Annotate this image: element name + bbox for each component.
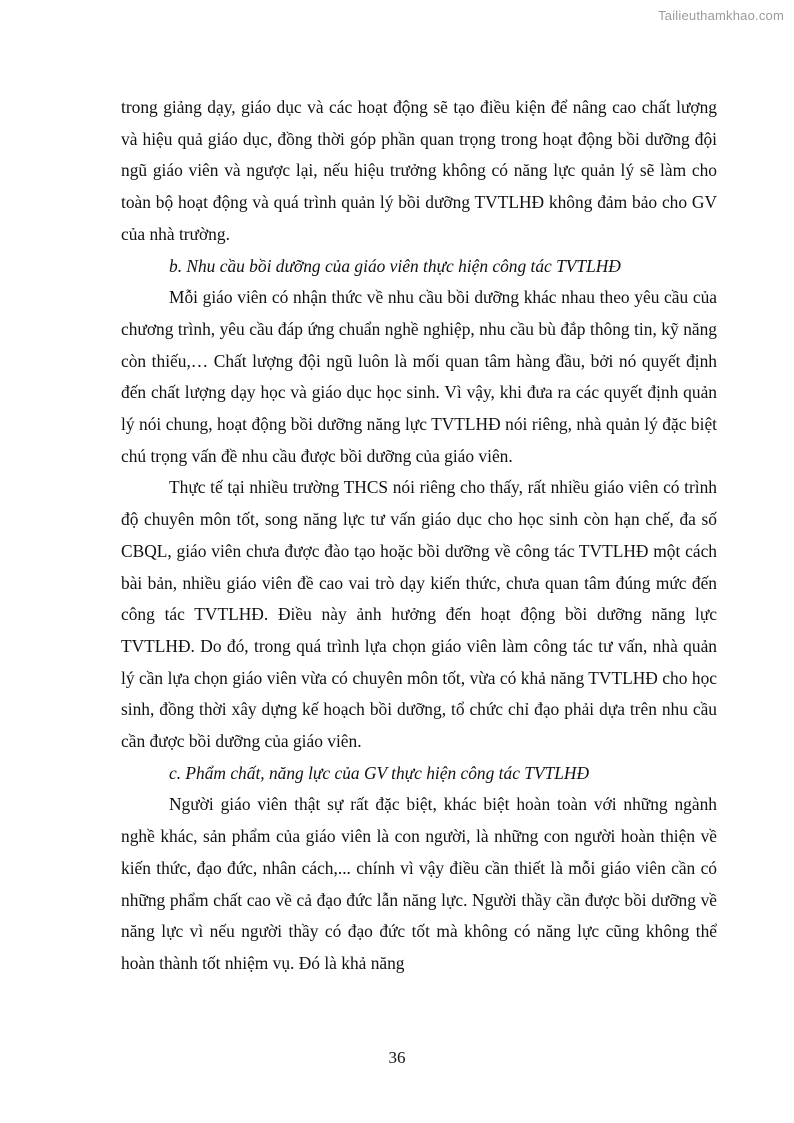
document-body xyxy=(121,92,717,980)
paragraph-teacher-qualities: Người giáo viên thật sự rất đặc biệt, khác biệt hoàn toàn với những ngành nghề khác, sản phẩm của giáo viên là con người, là những con người hoàn thiện về kiến thức, đạo đức, nhân cách,... chính vì vậy điều cần thiết là mỗi giáo viên cần có những phẩm chất cao về cả đạo đức lẫn năng lực. Người thầy cần được bồi dưỡng về năng lực vì nếu người thầy có đạo đức tốt mà không có năng lực cũng không thể hoàn thành tốt nhiệm vụ. Đó là khả năng xyxy=(121,794,717,973)
paragraph-training-needs: Mỗi giáo viên có nhận thức về nhu cầu bồi dưỡng khác nhau theo yêu cầu của chương trình, yêu cầu đáp ứng chuẩn nghề nghiệp, nhu cầu bù đắp thông tin, kỹ năng còn thiếu,… Chất lượng đội ngũ luôn là mối quan tâm hàng đầu, bởi nó quyết định đến chất lượng dạy học và giáo dục học sinh. Vì vậy, khi đưa ra các quyết định quản lý nói chung, hoạt động bồi dưỡng năng lực TVTLHĐ nói riêng, nhà quản lý đặc biệt chú trọng vấn đề nhu cầu được bồi dưỡng của giáo viên. xyxy=(121,287,717,466)
paragraph-reality: Thực tế tại nhiều trường THCS nói riêng cho thấy, rất nhiều giáo viên có trình độ chuyên môn tốt, song năng lực tư vấn giáo dục cho học sinh còn hạn chế, đa số CBQL, giáo viên chưa được đào tạo hoặc bồi dưỡng về công tác TVTLHĐ một cách bài bản, nhiều giáo viên đề cao vai trò dạy kiến thức, chưa quan tâm đúng mức đến công tác TVTLHĐ. Điều này ảnh hưởng đến hoạt động bồi dưỡng năng lực TVTLHĐ. Do đó, trong quá trình lựa chọn giáo viên làm công tác tư vấn, nhà quản lý cần lựa chọn giáo viên vừa có chuyên môn tốt, vừa có khả năng TVTLHĐ cho học sinh, đồng thời xây dựng kế hoạch bồi dưỡng, tổ chức chỉ đạo phải dựa trên nhu cầu cần được bồi dưỡng của giáo viên. xyxy=(121,477,717,752)
page-number: 36 xyxy=(388,1048,406,1067)
section-heading-c: c. Phẩm chất, năng lực của GV thực hiện công tác TVTLHĐ xyxy=(169,762,590,783)
watermark-text: Tailieuthamkhao.com xyxy=(658,8,784,23)
paragraph-continuation: trong giảng dạy, giáo dục và các hoạt động sẽ tạo điều kiện để nâng cao chất lượng và hiệu quả giáo dục, đồng thời góp phần quan trọng trong hoạt động bồi dưỡng đội ngũ giáo viên và ngược lại, nếu hiệu trưởng không có năng lực quản lý sẽ làm cho toàn bộ hoạt động và quá trình quản lý bồi dưỡng TVTLHĐ không đảm bảo cho GV của nhà trường. xyxy=(121,97,717,244)
section-heading-b: b. Nhu cầu bồi dưỡng của giáo viên thực hiện công tác TVTLHĐ xyxy=(169,255,621,276)
